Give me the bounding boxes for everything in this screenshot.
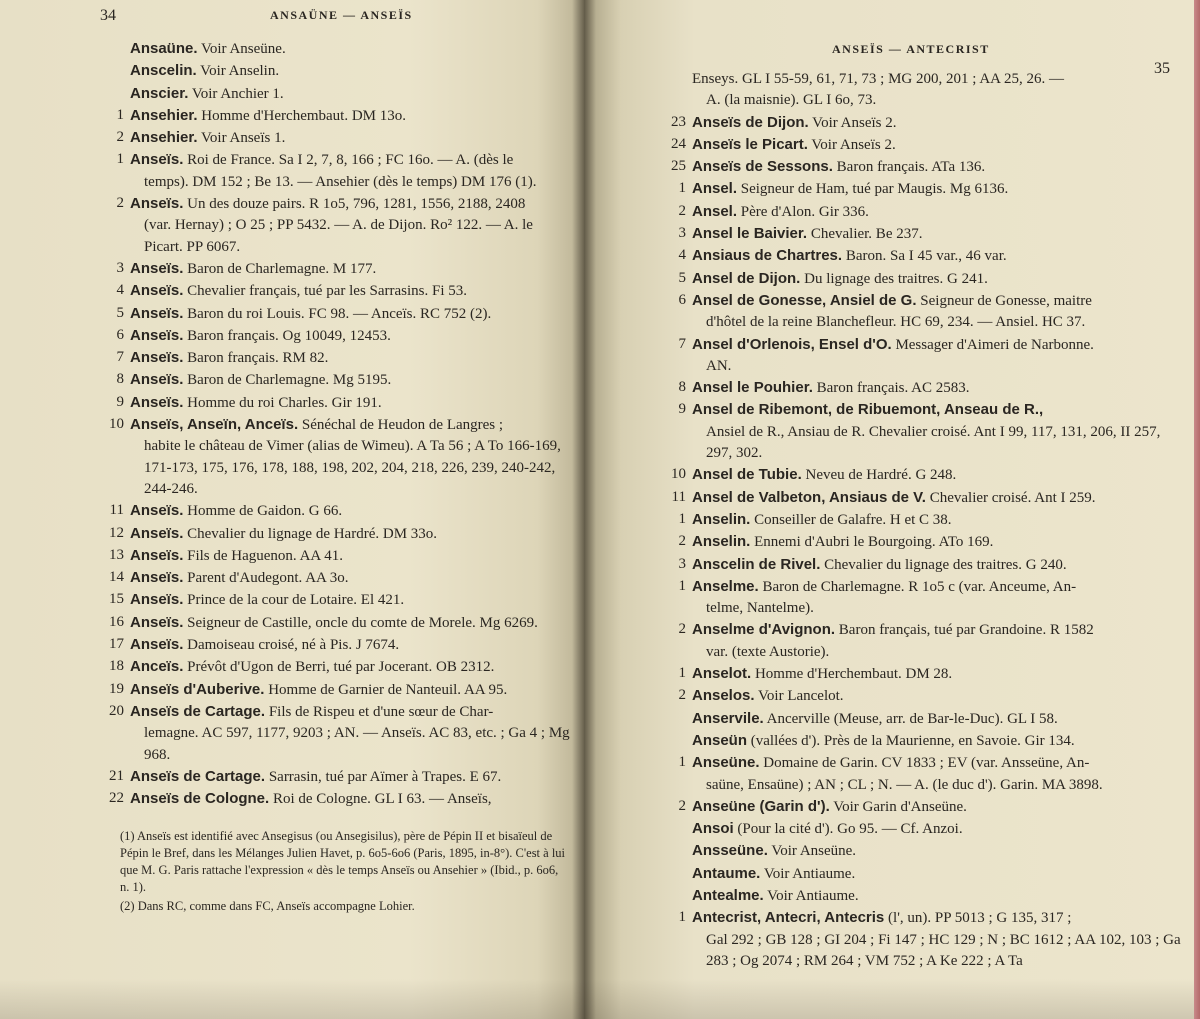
entry-number: 4 [678,247,686,264]
entry-headword: Anseïs. [130,393,184,411]
page-number: 35 [1154,60,1170,77]
dictionary-entry [662,487,1190,509]
dictionary-entry [100,193,574,258]
entry-continuation: habite le château de Vimer (alias de Wimeu). A Ta 56 ; A To 166-169, 171-173, 175, 176, 178, 188, 198, 202, 204, 218, 226, 239, 240-242, 244-246. [144,438,561,497]
dictionary-entry [662,708,1190,730]
entry-headword: Anseïs. [130,546,184,564]
dictionary-entry [662,290,1190,334]
entry-text: Baron de Charlemagne. M 177. [183,260,377,277]
dictionary-entry [662,840,1190,862]
entry-text: Du lignage des traitres. G 241. [800,270,988,287]
entry-number: 16 [109,613,124,630]
entry-headword: Anseïs, Anseïn, Anceïs. [130,416,299,434]
entry-text: Chevalier croisé. Ant I 259. [925,489,1096,506]
entry-text: Seigneur de Castille, oncle du comte de Morele. Mg 6269. [183,614,538,631]
entry-headword: Anseïs. [130,524,184,542]
entry-text: Enseys. GL I 55-59, 61, 71, 73 ; MG 200, 201 ; AA 25, 26. — [692,71,1064,87]
entry-headword: Anseïs. [130,349,184,367]
dictionary-entry [662,752,1190,796]
entry-text: Messager d'Aimeri de Narbonne. [891,336,1094,353]
entry-number: 20 [109,702,124,719]
entry-text: Voir Anseïs 2. [808,114,897,131]
entry-text: Voir Anseüne. [197,41,286,57]
entry-text: Fils de Rispeu et d'une sœur de Char- [265,703,494,720]
entry-headword: Ansoi [692,820,734,838]
entry-text: Chevalier du lignage de Hardré. DM 33o. [183,525,438,542]
entry-list [662,68,1190,972]
dictionary-entry [100,325,574,347]
page-shadow [584,979,1200,1019]
dictionary-entry [100,303,574,325]
entry-text: Fils de Haguenon. AA 41. [183,547,343,564]
dictionary-entry [100,369,574,391]
dictionary-entry [662,134,1190,156]
dictionary-entry [100,545,574,567]
entry-number: 17 [109,636,124,653]
entry-continuation: telme, Nantelme). [706,600,814,617]
entry-text: Un des douze pairs. R 1o5, 796, 1281, 1556, 2188, 2408 [183,196,526,213]
dictionary-entry [100,679,574,701]
dictionary-entry [662,509,1190,531]
left-page-header [100,8,574,28]
entry-text: Baron. Sa I 45 var., 46 var. [842,248,1007,265]
entry-headword: Ansel de Ribemont, de Ribuemont, Anseau de R., [692,401,1044,419]
dictionary-entry [100,500,574,522]
dictionary-entry [662,907,1190,972]
entry-number: 1 [678,754,686,771]
entry-number: 15 [109,591,124,608]
dictionary-entry [662,268,1190,290]
page-edge [1194,0,1200,1019]
dictionary-entry [662,531,1190,553]
entry-headword: Anseïs le Picart. [692,135,808,153]
dictionary-entry [662,796,1190,818]
entry-headword: Anseïs de Cartage. [130,767,266,785]
entry-headword: Anceïs. [130,658,184,676]
entry-text: Baron français. RM 82. [183,350,329,367]
entry-text: Baron de Charlemagne. R 1o5 c (var. Anceume, An- [758,578,1077,595]
entry-number: 1 [116,151,124,168]
footnote: (2) Dans RC, comme dans FC, Anseïs accompagne Lohier. [120,899,415,914]
entry-list [100,38,574,810]
dictionary-entry [662,399,1190,464]
entry-number: 4 [116,282,124,299]
dictionary-entry [100,127,574,149]
entry-number: 1 [678,665,686,682]
dictionary-entry [662,245,1190,267]
entry-text: Baron français. Og 10049, 12453. [183,327,391,344]
right-page-header [662,18,1190,77]
dictionary-entry [662,818,1190,840]
entry-headword: Anseïs. [130,151,184,169]
entry-number: 1 [678,510,686,527]
entry-number: 9 [678,401,686,418]
entry-text: Baron français. ATa 136. [832,159,986,176]
entry-text: (Pour la cité d'). Go 95. — Cf. Anzoi. [733,821,963,838]
entry-number: 19 [109,680,124,697]
dictionary-entry [100,347,574,369]
entry-text: Chevalier du lignage des traitres. G 240. [820,556,1067,573]
entry-headword: Ansel de Gonesse, Ansiel de G. [692,291,917,309]
entry-headword: Anseün [692,731,748,749]
entry-headword: Ansel de Dijon. [692,269,801,287]
dictionary-entry [100,701,574,766]
entry-text: Baron de Charlemagne. Mg 5195. [183,372,392,389]
book-gutter [572,0,596,1019]
entry-number: 5 [678,269,686,286]
entry-headword: Ansel. [692,202,738,220]
dictionary-entry [662,334,1190,378]
entry-text: Homme du roi Charles. Gir 191. [183,394,382,411]
entry-number: 2 [116,195,124,212]
entry-headword: Ansehier. [130,106,198,124]
entry-text: Voir Anseüne. [767,843,857,860]
entry-continuation: (var. Hernay) ; O 25 ; PP 5432. — A. de Dijon. Ro² 122. — A. le Picart. PP 6067. [144,217,533,255]
entry-number: 21 [109,767,124,784]
entry-headword: Anselme d'Avignon. [692,621,836,639]
entry-continuation: AN. [706,357,732,374]
dictionary-entry [662,663,1190,685]
right-page [584,0,1200,1019]
entry-continuation: Gal 292 ; GB 128 ; GI 204 ; Fi 147 ; HC 129 ; N ; BC 1612 ; AA 102, 103 ; Ga 283 ; Og 2074 ; RM 264 ; VM 752 ; A Ke 222 ; A Ta [706,931,1181,969]
dictionary-entry [100,634,574,656]
entry-number: 2 [678,687,686,704]
left-page [0,0,584,1019]
entry-number: 5 [116,304,124,321]
entry-number: 1 [678,909,686,926]
entry-number: 10 [671,466,686,483]
dictionary-entry [100,105,574,127]
entry-text: Homme de Garnier de Nanteuil. AA 95. [264,681,508,698]
entry-text: Homme de Gaidon. G 66. [183,503,343,520]
dictionary-entry [662,464,1190,486]
dictionary-entry [662,156,1190,178]
entry-headword: Anselos. [692,687,755,705]
entry-text: (l', un). PP 5013 ; G 135, 317 ; [884,910,1072,927]
entry-headword: Ansehier. [130,129,198,147]
dictionary-entry [100,414,574,500]
entry-continuation: temps). DM 152 ; Be 13. — Ansehier (dès le temps) DM 176 (1). [144,173,537,190]
dictionary-entry [100,612,574,634]
dictionary-entry [662,619,1190,663]
entry-headword: Ansiaus de Chartres. [692,247,843,265]
entry-headword: Anseïs. [130,326,184,344]
entry-headword: Ansel de Valbeton, Ansiaus de V. [692,488,926,506]
entry-continuation: saüne, Ensaüne) ; AN ; CL ; N. — A. (le duc d'). Garin. MA 3898. [706,776,1103,793]
dictionary-entry [662,377,1190,399]
entry-number: 1 [678,577,686,594]
entry-headword: Ansel de Tubie. [692,466,802,484]
entry-headword: Anselme. [692,577,759,595]
entry-text: Seigneur de Gonesse, maitre [916,292,1092,309]
entry-headword: Anselin. [692,510,751,528]
entry-headword: Ansel. [692,180,738,198]
entry-number: 7 [678,335,686,352]
running-head: ANSEÏS — ANTECRIST [832,42,990,56]
entry-number: 11 [671,488,686,505]
entry-number: 1 [678,180,686,197]
dictionary-entry [100,567,574,589]
entry-text: Voir Anseïs 1. [197,130,286,147]
dictionary-entry [100,83,574,105]
dictionary-entry [100,38,574,60]
entry-number: 3 [116,259,124,276]
entry-number: 2 [678,797,686,814]
entry-number: 25 [671,158,686,175]
dictionary-entry [662,576,1190,620]
entry-number: 2 [678,533,686,550]
entry-headword: Anseïs d'Auberive. [130,680,265,698]
entry-text: Voir Antiaume. [760,865,856,882]
entry-text: Seigneur de Ham, tué par Maugis. Mg 6136. [737,181,1009,198]
entry-headword: Anseïs de Dijon. [692,113,809,131]
entry-text: Ennemi d'Aubri le Bourgoing. ATo 169. [750,534,994,551]
entry-number: 9 [116,393,124,410]
entry-text: Roi de France. Sa I 2, 7, 8, 166 ; FC 16o. — A. (dès le [183,152,514,169]
entry-text: Domaine de Garin. CV 1833 ; EV (var. Ansseüne, An- [759,755,1090,772]
entry-headword: Anseïs. [130,591,184,609]
entry-text: Sénéchal de Heudon de Langres ; [298,417,504,434]
entry-headword: Anseïs. [130,569,184,587]
entry-headword: Antecrist, Antecri, Antecris [692,909,885,927]
entry-number: 12 [109,524,124,541]
entry-headword: Anseïs de Sessons. [692,158,833,176]
entry-text: Voir Lancelot. [754,688,844,705]
entry-number: 2 [678,621,686,638]
dictionary-entry [100,280,574,302]
entry-number: 22 [109,790,124,807]
page-shadow [0,979,584,1019]
entry-continuation: lemagne. AC 597, 1177, 9203 ; AN. — Anseïs. AC 83, etc. ; Ga 4 ; Mg 968. [144,725,570,763]
entry-text: Damoiseau croisé, né à Pis. J 7674. [183,637,400,654]
dictionary-entry [100,149,574,193]
entry-headword: Anseïs. [130,613,184,631]
entry-headword: Anservile. [692,709,764,727]
dictionary-entry [662,730,1190,752]
dictionary-entry [662,223,1190,245]
entry-number: 3 [678,555,686,572]
dictionary-entry [662,554,1190,576]
entry-headword: Anseïs de Cartage. [130,702,266,720]
entry-text: Homme d'Herchembaut. DM 28. [751,666,953,683]
running-head: ANSAÜNE — ANSEÏS [270,8,413,22]
entry-text: Homme d'Herchembaut. DM 13o. [197,107,407,124]
dictionary-entry [662,885,1190,907]
dictionary-entry [100,656,574,678]
dictionary-entry [662,863,1190,885]
entry-text: Prévôt d'Ugon de Berri, tué par Jocerant. OB 2312. [183,659,495,676]
entry-headword: Anseïs. [130,636,184,654]
entry-text: Voir Anchier 1. [188,85,284,102]
entry-number: 24 [671,135,686,152]
entry-headword: Anseïs. [130,259,184,277]
entry-text: (vallées d'). Près de la Maurienne, en Savoie. Gir 134. [747,732,1075,749]
entry-text: Chevalier. Be 237. [807,226,923,243]
entry-number: 3 [678,225,686,242]
entry-headword: Ansel d'Orlenois, Ensel d'O. [692,335,892,353]
entry-number: 18 [109,658,124,675]
entry-text: Roi de Cologne. GL I 63. — Anseïs, [269,791,492,808]
entry-headword: Anselot. [692,665,752,683]
entry-text: Voir Anselin. [196,63,280,80]
dictionary-entry [100,258,574,280]
entry-headword: Anscelin de Rivel. [692,555,821,573]
entry-headword: Anseïs. [130,371,184,389]
entry-text: Parent d'Audegont. AA 3o. [183,570,349,587]
entry-text: Voir Anseïs 2. [807,136,896,153]
entry-headword: Anseïs. [130,195,184,213]
entry-number: 6 [678,291,686,308]
dictionary-entry [662,178,1190,200]
dictionary-entry [662,68,1190,112]
dictionary-entry [100,589,574,611]
entry-text: Baron français. AC 2583. [812,380,970,397]
entry-number: 6 [116,326,124,343]
entry-number: 2 [678,202,686,219]
entry-continuation: A. (la maisnie). GL I 6o, 73. [706,92,877,109]
entry-number: 2 [116,129,124,146]
entry-text: Père d'Alon. Gir 336. [737,203,869,220]
entry-number: 23 [671,113,686,130]
entry-headword: Anseïs. [130,304,184,322]
entry-text: Chevalier français, tué par les Sarrasins. Fi 53. [183,283,468,300]
entry-headword: Ansel le Baivier. [692,225,808,243]
entry-headword: Anselin. [692,533,751,551]
entry-number: 1 [116,106,124,123]
entry-text: Baron français, tué par Grandoine. R 1582 [835,622,1094,639]
entry-text: Baron du roi Louis. FC 98. — Anceïs. RC 752 (2). [183,305,492,322]
entry-continuation: var. (texte Austorie). [706,643,830,660]
dictionary-entry [662,201,1190,223]
entry-headword: Ansel le Pouhier. [692,379,813,397]
entry-number: 8 [678,379,686,396]
entry-text: Voir Antiaume. [763,887,859,904]
dictionary-entry [662,112,1190,134]
entry-headword: Anseïs. [130,282,184,300]
footnote: (1) Anseïs est identifié avec Ansegisus (ou Ansegisilus), père de Pépin II et bisaïeul de Pépin le Bref, dans les Mélanges Julien Havet, p. 6o5-6o6 (Paris, 1895, in-8°). C'est à lui que M. G. Paris rattache l'expression « dès le temps Anseïs ou Ansehier » (Ibid., p. 6o6, n. 1). [120,829,566,895]
dictionary-entry [100,523,574,545]
page-number: 34 [100,7,116,24]
entry-headword: Anseïs. [130,502,184,520]
entry-text: Ancerville (Meuse, arr. de Bar-le-Duc). GL I 58. [763,710,1058,727]
entry-text: Conseiller de Galafre. H et C 38. [750,511,952,528]
entry-headword: Antealme. [692,886,764,904]
entry-continuation: Ansiel de R., Ansiau de R. Chevalier croisé. Ant I 99, 117, 131, 206, II 257, 297, 302. [706,423,1161,462]
entry-text: Sarrasin, tué par Aïmer à Trapes. E 67. [265,768,502,785]
dictionary-entry [100,60,574,82]
entry-headword: Anseüne. [692,754,760,772]
entry-headword: Anscelin. [130,62,197,80]
entry-text: Voir Garin d'Anseüne. [829,798,967,815]
entry-text: Neveu de Hardré. G 248. [801,467,957,484]
dictionary-entry [662,685,1190,707]
dictionary-entry [100,766,574,788]
dictionary-entry [100,392,574,414]
entry-number: 7 [116,349,124,366]
entry-text: Prince de la cour de Lotaire. El 421. [183,592,405,609]
entry-number: 10 [109,416,124,433]
entry-headword: Ansaüne. [130,40,198,57]
dictionary-entry [100,788,574,810]
footnotes [100,828,574,915]
entry-headword: Ansseüne. [692,842,768,860]
entry-number: 14 [109,569,124,586]
entry-headword: Antaume. [692,864,761,882]
entry-number: 13 [109,546,124,563]
entry-number: 11 [109,502,124,519]
entry-number: 8 [116,371,124,388]
entry-continuation: d'hôtel de la reine Blanchefleur. HC 69, 234. — Ansiel. HC 37. [706,314,1086,331]
entry-headword: Anseüne (Garin d'). [692,797,830,815]
entry-headword: Anscier. [130,84,189,102]
entry-headword: Anseïs de Cologne. [130,790,270,808]
